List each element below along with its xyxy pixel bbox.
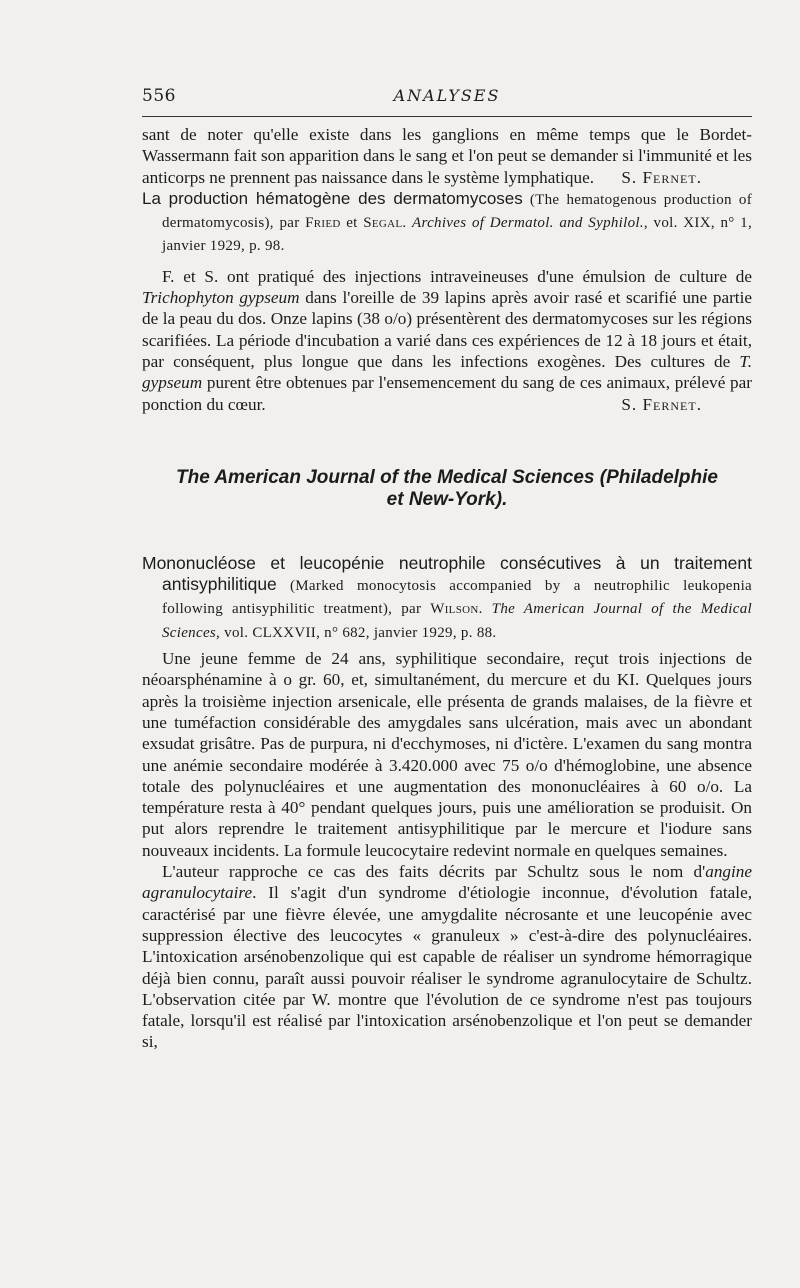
article2-author: Wilson [430,601,479,618]
article1-body-a: F. et S. ont pratiqué des injections intraveineuses d'une émulsion de culture de [162,266,752,286]
article1-title: La production hématogène des dermatomycoses [142,188,523,208]
article2-details: (Marked monocytosis accompanied by a neutrophilic leukopenia following antisyphilitic treatment), par [162,578,752,618]
article1-details: (The hematogenous production of dermatomycosis), par [162,191,752,232]
page-header [142,86,752,112]
article1-body-c: purent être obtenues par l'ensemencement du sang de ces animaux, prélevé par ponction du cœur. [142,373,752,414]
article2-para2 [142,861,752,1053]
article2-disease-name: angine agranulocytaire [142,862,752,903]
intro-paragraph [142,124,752,188]
header-rule [142,116,752,117]
article1-species: Trichophyton gypseum [142,288,300,308]
article2-title-block [142,553,752,644]
article1-details-and: et [340,215,364,232]
article2-para2-a: L'auteur rapproche ce cas des faits décrits par Schultz sous le nom d' [162,862,706,882]
page-number: 556 [142,86,176,106]
running-head: ANALYSES [393,86,501,105]
article1-volume: , vol. XIX, n° 1, janvier 1929, p. 98. [162,215,752,255]
article1-signature: S. Fernet. [621,394,702,414]
article1-author2: Segal [363,215,403,232]
article1-author1: Fried [305,215,341,232]
article1-body [142,266,752,415]
article2-journal: The American Journal of the Medical Sciences [162,601,752,641]
article2-volume: , vol. CLXXVII, n° 682, janvier 1929, p. 88. [216,624,497,641]
journal-heading [142,467,752,511]
article2-para1: Une jeune femme de 24 ans, syphilitique secondaire, reçut trois injections de néoarsphénamine à o gr. 60, et, simultanément, du mercure et du KI. Quelques jours après la troisième injection arsenicale, elle présenta de grands malaises, de la fièvre et une tuméfaction considérable des amygdales sans ulcération, mais avec un abondant exsudat grisâtre. Pas de purpura, ni d'ecchymoses, ni d'ictère. L'examen du sang montra une anémie secondaire modérée à 3.420.000 avec 75 o/o d'hémoglobine, une absence totale des polynucléaires et une augmentation des mononucléaires à 60 o/o. La température resta à 40° pendant quelques jours, puis une amélioration se produisit. On put alors reprendre le traitement antisyphilitique par le mercure et l'iodure sans nouveaux incidents. La formule leucocytaire redevint normale en quelques semaines. [142,649,752,860]
intro-text: sant de noter qu'elle existe dans les ganglions en même temps que le Bordet-Wassermann fait son apparition dans le sang et l'on peut se demander si l'immunité et les anticorps ne prennent pas naissance dans le système lymphatique. [142,125,752,187]
page-content [142,124,752,1053]
article1-title-block [142,188,752,258]
article2-title: Mononucléose et leucopénie neutrophile consécutives à un traitement antisyphilitique [142,552,752,595]
article2-details-sep: . [478,601,492,618]
article1-body-b: dans l'oreille de 39 lapins après avoir rasé et scarifié une partie de la peau du dos. Onze lapins (38 o/o) présentèrent des dermatomycoses sur les régions scarifiées. La période d'incubation a varié dans ces expériences de 12 à 18 jours et était, par conséquent, plus longue que dans les infections exogènes. Des cultures de [142,288,752,371]
journal-heading-line1: The American Journal of the Medical Sciences (Philadelphie [175,466,718,488]
intro-signature: S. Fernet. [621,167,702,187]
article1-details-sep: . [402,215,413,232]
article1-species-short: T. gypseum [142,351,752,393]
article2-para2-b: . Il s'agit d'un syndrome d'étiologie inconnue, d'évolution fatale, caractérisé par une fièvre élevée, une amygdalite nécrosante et une leucopénie avec suppression élective des leucocytes « granuleux » c'est-à-dire des polynucléaires. L'intoxication arsénobenzolique qui est capable de réaliser un syndrome hémorragique déjà bien connu, paraît aussi pouvoir réaliser le syndrome agranulocytaire de Schultz. L'observation citée par W. montre que l'évolution de ce syndrome n'est pas toujours fatale, lorsqu'il est réalisé par l'intoxication arsénobenzolique et l'on peut se demander si, [142,883,752,1052]
journal-heading-line2: et New-York). [386,488,508,510]
article1-journal: Archives of Dermatol. and Syphilol. [412,215,644,232]
